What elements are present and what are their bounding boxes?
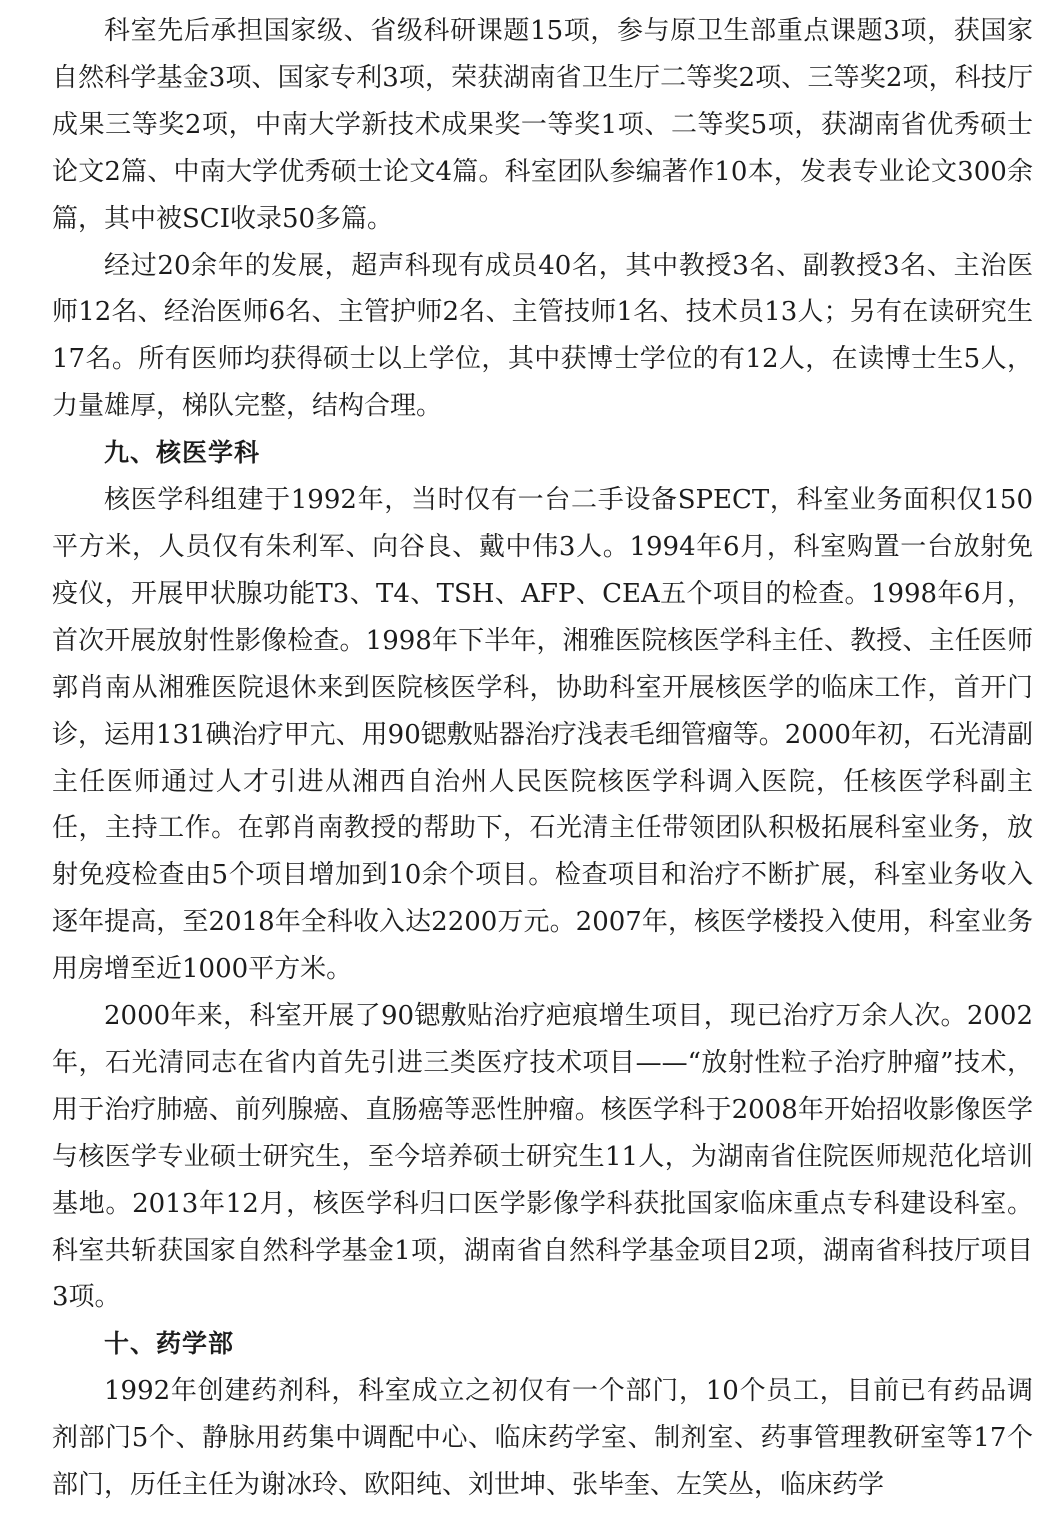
section-heading-pharmacy: 十、药学部 bbox=[104, 1329, 235, 1359]
paragraph-research-achievements: 科室先后承担国家级、省级科研课题15项，参与原卫生部重点课题3项，获国家自然科学基金3项、国家专利3项，荣获湖南省卫生厅二等奖2项、三等奖2项，科技厅成果三等奖2项，中南大学新技术成果奖一等奖1项、二等奖5项，获湖南省优秀硕士论文2篇、中南大学优秀硕士论文4篇。科室团队参编著作10本，发表专业论文300余篇，其中被SCI收录50多篇。 bbox=[52, 16, 1033, 234]
paragraph-nuclear-medicine-projects: 2000年来，科室开展了90锶敷贴治疗疤痕增生项目，现已治疗万余人次。2002年，石光清同志在省内首先引进三类医疗技术项目——“放射性粒子治疗肿瘤”技术，用于治疗肺癌、前列腺癌、直肠癌等恶性肿瘤。核医学科于2008年开始招收影像医学与核医学专业硕士研究生，至今培养硕士研究生11人，为湖南省住院医师规范化培训基地。2013年12月，核医学科归口医学影像学科获批国家临床重点专科建设科室。科室共斩获国家自然科学基金1项，湖南省自然科学基金项目2项，湖南省科技厅项目3项。 bbox=[52, 1001, 1033, 1313]
paragraph-pharmacy-history: 1992年创建药剂科，科室成立之初仅有一个部门，10个员工，目前已有药品调剂部门5个、静脉用药集中调配中心、临床药学室、制剂室、药事管理教研室等17个部门，历任主任为谢冰玲、欧阳纯、刘世坤、张毕奎、左笑丛，临床药学 bbox=[52, 1376, 1033, 1501]
paragraph-ultrasound-staff: 经过20余年的发展，超声科现有成员40名，其中教授3名、副教授3名、主治医师12名、经治医师6名、主管护师2名、主管技师1名、技术员13人；另有在读研究生17名。所有医师均获得硕士以上学位，其中获博士学位的有12人，在读博士生5人，力量雄厚，梯队完整，结构合理。 bbox=[52, 250, 1033, 422]
section-heading-nuclear-medicine: 九、核医学科 bbox=[104, 438, 261, 468]
paragraph-nuclear-medicine-history: 核医学科组建于1992年，当时仅有一台二手设备SPECT，科室业务面积仅150平方米，人员仅有朱利军、向谷良、戴中伟3人。1994年6月，科室购置一台放射免疫仪，开展甲状腺功能T3、T4、TSH、AFP、CEA五个项目的检查。1998年6月，首次开展放射性影像检查。1998年下半年，湘雅医院核医学科主任、教授、主任医师郭肖南从湘雅医院退休来到医院核医学科，协助科室开展核医学的临床工作，首开门诊，运用131碘治疗甲亢、用90锶敷贴器治疗浅表毛细管瘤等。2000年初，石光清副主任医师通过人才引进从湘西自治州人民医院核医学科调入医院，任核医学科副主任，主持工作。在郭肖南教授的帮助下，石光清主任带领团队积极拓展科室业务，放射免疫检查由5个项目增加到10余个项目。检查项目和治疗不断扩展，科室业务收入逐年提高，至2018年全科收入达2200万元。2007年，核医学楼投入使用，科室业务用房增至近1000平方米。 bbox=[52, 485, 1033, 985]
